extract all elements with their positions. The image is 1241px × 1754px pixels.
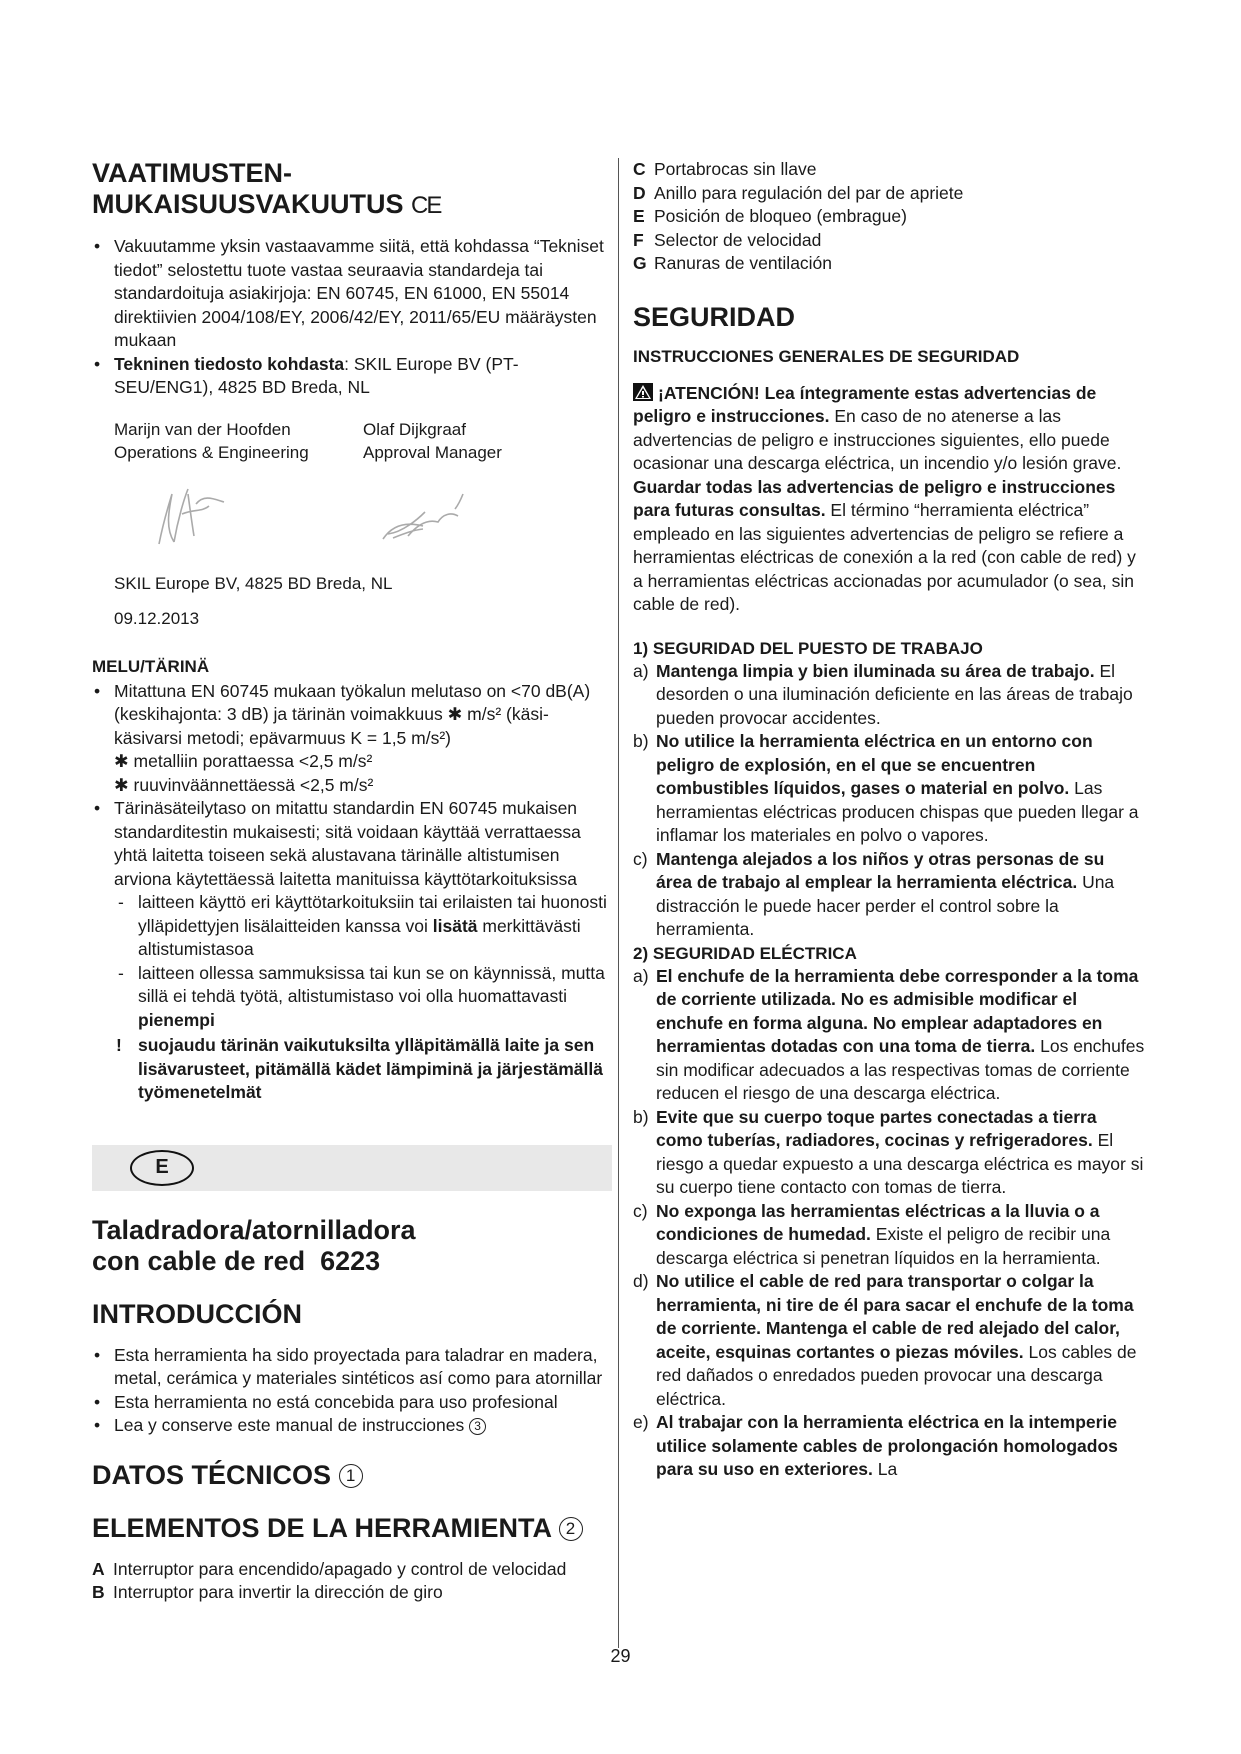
electrical-item-a	[633, 965, 1145, 1106]
declaration-date: 09.12.2013	[114, 609, 200, 628]
electrical-item-b-key: b)	[633, 1106, 649, 1127]
work-area-item-a	[633, 660, 1145, 731]
column-divider	[618, 158, 619, 1648]
signatory-1-name: Marijn van der Hoofden	[114, 419, 291, 439]
product-title-line1: Taladradora/atornilladora	[92, 1214, 416, 1245]
element-g-key: G	[633, 253, 647, 273]
intro-bullet-1: • Esta herramienta ha sido proyectada para taladrar en madera, metal, cerámica y materiales sintéticos así como para atornillar	[92, 1344, 612, 1391]
element-d-text: Anillo para regulación del par de apriete	[654, 182, 964, 203]
attention-text-2: El término “herramienta eléctrica” empleado en las siguientes advertencias de peligro se refiere a herramientas eléctricas de conexión a la red (con cable de red) y a herramientas eléctricas accionadas por acumulador (o sea, sin cable de red).	[633, 500, 1136, 614]
signatory-1-role: Operations & Engineering	[114, 442, 309, 462]
electrical-item-a-text: Los enchufes sin modificar adecuados a las respectivas tomas de corriente reducen el riesgo de una descarga eléctrica.	[656, 1036, 1145, 1103]
element-a-text: Interruptor para encendido/apagado y control de velocidad	[113, 1558, 567, 1579]
page-number: 29	[610, 1646, 631, 1666]
electrical-item-d	[633, 1270, 1145, 1411]
noise-list	[92, 680, 612, 892]
electrical-item-c-bold: No exponga las herramientas eléctricas a la lluvia o a condiciones de humedad.	[656, 1200, 1100, 1244]
attention-paragraph	[633, 382, 1145, 617]
noise-heading: MELU/TÄRINÄ	[92, 656, 210, 676]
work-area-heading: 1) SEGURIDAD DEL PUESTO DE TRABAJO	[633, 638, 983, 658]
work-area-item-c-key: c)	[633, 848, 648, 869]
electrical-item-c-text: Existe el peligro de recibir una descarga eléctrica si penetran líquidos en la herramienta.	[656, 1224, 1111, 1268]
noise-dash-1-text: laitteen käyttö eri käyttötarkoituksiin tai erilaisten tai huonosti ylläpidettyjen lisälaitteiden kanssa voi	[138, 892, 607, 936]
right-column	[633, 158, 1145, 1482]
electrical-item-a-key: a)	[633, 965, 649, 986]
signatory-2-role: Approval Manager	[363, 442, 502, 462]
intro-bullet-3-text: Lea y conserve este manual de instrucciones	[114, 1415, 465, 1435]
electrical-item-b-text: El riesgo a quedar expuesto a una descarga eléctrica es mayor si su cuerpo tiene contacto con tomas de tierra.	[656, 1130, 1144, 1197]
intro-bullet-2: • Esta herramienta no está concebida para uso profesional	[92, 1391, 612, 1415]
company-address: SKIL Europe BV, 4825 BD Breda, NL	[114, 573, 393, 593]
element-f	[633, 229, 1145, 253]
work-area-item-a-text: El desorden o una iluminación deficiente en las áreas de trabajo pueden provocar accidentes.	[656, 660, 1133, 728]
work-area-item-b-bold: No utilice la herramienta eléctrica en un entorno con peligro de explosión, en el que se encuentren combustibles líquidos, gases o material en polvo.	[656, 731, 1093, 798]
element-c-text: Portabrocas sin llave	[654, 159, 817, 179]
noise-dash-1-bold: lisätä	[432, 915, 478, 936]
work-area-item-b	[633, 730, 1145, 848]
work-area-item-b-key: b)	[633, 731, 649, 751]
conformity-heading-line2: MUKAISUUSVAKUUTUS	[92, 189, 404, 219]
signatures	[92, 464, 612, 564]
electrical-item-d-key: d)	[633, 1271, 649, 1291]
element-b-text: Interruptor para invertir la dirección de giro	[113, 1582, 443, 1602]
warning-icon	[633, 383, 653, 401]
work-area-item-a-bold: Mantenga limpia y bien iluminada su área de trabajo.	[656, 660, 1095, 681]
noise-bullet-1-text: Mitattuna EN 60745 mukaan työkalun melutaso on <70 dB(A) (keskihajonta: 3 dB) ja tärinän voimakkuus ✱ m/s² (käsi-käsivarsi metodi; epävarmuus K = 1,5 m/s²)	[114, 680, 591, 748]
signatory-2-name: Olaf Dijkgraaf	[363, 419, 466, 439]
element-d	[633, 182, 1145, 206]
elements-heading-text: ELEMENTOS DE LA HERRAMIENTA	[92, 1512, 552, 1543]
noise-dash-2-text: laitteen ollessa sammuksissa tai kun se on käynnissä, mutta sillä ei tehdä työtä, altistumistaso voi olla huomattavasti	[138, 962, 605, 1006]
work-area-item-c-bold: Mantenga alejados a los niños y otras personas de su área de trabajo al emplear la herramienta eléctrica.	[656, 848, 1105, 892]
work-area-item-b-text: Las herramientas eléctricas producen chispas que pueden llegar a inflamar los materiales en polvo o vapores.	[656, 778, 1139, 845]
noise-warning: ! suojaudu tärinän vaikutuksilta ylläpitämällä laite ja sen lisävarusteet, pitämällä kädet lämpiminä ja järjestämällä työmenetelmät	[92, 1034, 612, 1105]
figure-ref-3: 3	[469, 1418, 486, 1435]
element-a-key: A	[92, 1558, 105, 1579]
general-safety-heading: INSTRUCCIONES GENERALES DE SEGURIDAD	[633, 346, 1020, 366]
tech-file-address: : SKIL Europe BV (PT-SEU/ENG1), 4825 BD Breda, NL	[114, 353, 519, 397]
work-area-item-a-key: a)	[633, 660, 649, 681]
conformity-list	[92, 235, 612, 400]
noise-bullet-1	[92, 680, 612, 798]
electrical-item-b-bold: Evite que su cuerpo toque partes conectadas a tierra como tuberías, radiadores, cocinas y refrigeradores.	[656, 1106, 1097, 1150]
signatory-2	[363, 418, 612, 464]
electrical-item-e	[633, 1411, 1145, 1482]
safety-heading: SEGURIDAD	[633, 301, 796, 332]
signatory-1	[114, 418, 363, 464]
electrical-item-e-text: La	[872, 1459, 898, 1479]
tech-file-label: Tekninen tiedosto kohdasta	[114, 353, 345, 374]
work-area-item-c-text: Una distracción le puede hacer perder el control sobre la herramienta.	[656, 872, 1115, 939]
element-e	[633, 205, 1145, 229]
tech-heading-text: DATOS TÉCNICOS	[92, 1459, 332, 1490]
electrical-heading: 2) SEGURIDAD ELÉCTRICA	[633, 943, 857, 963]
electrical-item-e-bold: Al trabajar con la herramienta eléctrica en la intemperie utilice solamente cables de prolongación homologados para su uso en exteriores.	[656, 1412, 1118, 1479]
intro-heading: INTRODUCCIÓN	[92, 1298, 302, 1329]
language-badge: E	[130, 1150, 194, 1186]
conformity-bullet-2	[92, 353, 612, 400]
attention-bold-1: ¡ATENCIÓN! Lea íntegramente estas advertencias de peligro e instrucciones.	[633, 382, 1097, 426]
element-e-text: Posición de bloqueo (embrague)	[654, 206, 907, 226]
figure-ref-1: 1	[339, 1464, 363, 1488]
language-bar	[92, 1145, 612, 1191]
product-title	[92, 1215, 612, 1277]
tech-heading	[92, 1460, 612, 1491]
element-a	[92, 1558, 612, 1582]
figure-ref-2: 2	[559, 1517, 583, 1541]
electrical-item-c-key: c)	[633, 1200, 648, 1221]
element-d-key: D	[633, 182, 646, 203]
intro-list	[92, 1344, 612, 1438]
noise-dash-2	[92, 962, 612, 1033]
noise-star-2: ✱ ruuvinväännettäessä <2,5 m/s²	[114, 774, 374, 795]
elements-heading	[92, 1513, 612, 1544]
element-g	[633, 252, 1145, 276]
element-b-key: B	[92, 1582, 105, 1602]
signatories	[92, 418, 612, 464]
intro-bullet-3	[92, 1414, 612, 1438]
electrical-item-b	[633, 1106, 1145, 1200]
conformity-heading	[92, 158, 612, 221]
element-f-text: Selector de velocidad	[654, 229, 822, 250]
attention-text-1: En caso de no atenerse a las advertencias de peligro e instrucciones siguientes, ello puede ocasionar una descarga eléctrica, un incendio y/o lesión grave.	[633, 406, 1122, 473]
left-column	[92, 158, 612, 1605]
electrical-item-d-bold: No utilice el cable de red para transportar o colgar la herramienta, ni tire de él para sacar el enchufe de la toma de corriente. Mantenga el cable de red alejado del calor, aceite, esquinas cortantes o piezas móviles.	[656, 1271, 1134, 1362]
element-e-key: E	[633, 206, 645, 226]
element-b	[92, 1581, 612, 1605]
element-f-key: F	[633, 229, 644, 250]
electrical-item-d-text: Los cables de red dañados o enredados pueden provocar una descarga eléctrica.	[656, 1341, 1137, 1409]
ce-mark: CE	[411, 192, 441, 219]
attention-bold-2: Guardar todas las advertencias de peligro e instrucciones para futuras consultas.	[633, 476, 1116, 520]
noise-bullet-2: • Tärinäsäteilytaso on mitattu standardin EN 60745 mukaisen standarditestin mukaisesti; sitä voidaan käyttää verrattaessa yhtä laitetta toiseen sekä alustavana tärinälle altistumisen arviona käytettäessä laitetta manituissa käyttötarkoituksissa	[92, 797, 612, 891]
element-c	[633, 158, 1145, 182]
work-area-item-c	[633, 848, 1145, 942]
element-c-key: C	[633, 159, 646, 179]
noise-dash-1	[92, 891, 612, 962]
signature-1-image	[114, 464, 363, 564]
element-g-text: Ranuras de ventilación	[654, 253, 833, 273]
noise-dash-2-bold: pienempi	[138, 1009, 215, 1030]
electrical-item-e-key: e)	[633, 1412, 649, 1432]
noise-dash-1-tail: merkittävästi altistumistasoa	[138, 915, 581, 959]
conformity-heading-line1: VAATIMUSTEN-	[92, 158, 292, 188]
product-title-line2: con cable de red 6223	[92, 1245, 381, 1276]
noise-star-1: ✱ metalliin porattaessa <2,5 m/s²	[114, 751, 373, 771]
signature-2-image	[363, 464, 612, 564]
electrical-item-a-bold: El enchufe de la herramienta debe corresponder a la toma de corriente utilizada. No es admisible modificar el enchufe en forma alguna. No emplear adaptadores en herramientas dotadas con una toma de tierra.	[656, 965, 1139, 1056]
conformity-bullet-1: • Vakuutamme yksin vastaavamme siitä, että kohdassa “Tekniset tiedot” selostettu tuote vastaa seuraavia standardeja tai standardoituja asiakirjoja: EN 60745, EN 61000, EN 55014 direktiivien 2004/108/EY, 2006/42/EY, 2011/65/EU määräysten mukaan	[92, 235, 612, 353]
electrical-item-c	[633, 1200, 1145, 1271]
